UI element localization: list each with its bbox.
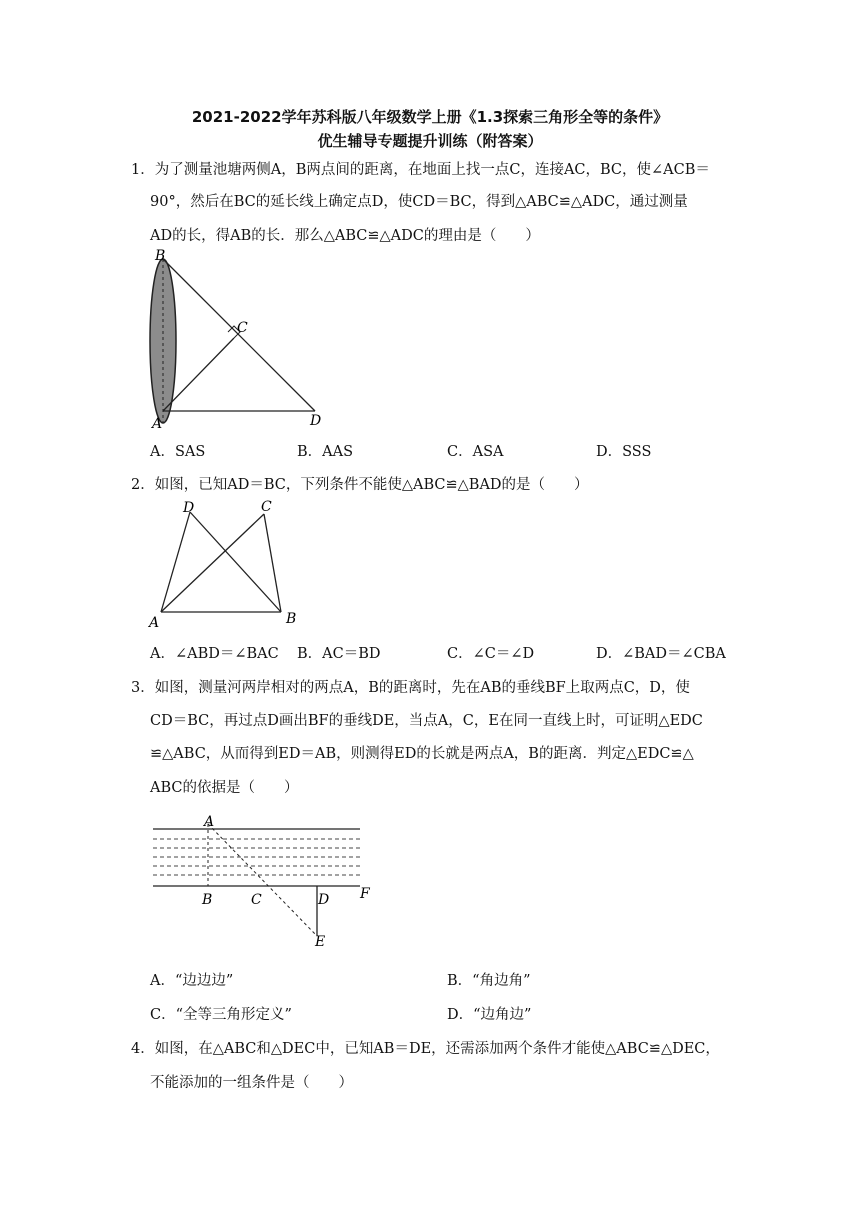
label-a: A [204, 814, 215, 830]
label-f: F [360, 886, 370, 902]
title-line-2: 优生辅导专题提升训练（附答案） [317, 132, 543, 150]
label-b: B [155, 248, 166, 264]
segment-cb [264, 514, 281, 612]
q3-line-3: ≌△ABC，从而得到ED＝AB，则测得ED的长就是两点A，B的距离．判定△EDC≌△ [150, 746, 694, 762]
q2-option-c[interactable]: C．∠C＝∠D [447, 646, 535, 662]
label-c: C [251, 892, 262, 908]
label-d: D [310, 413, 322, 429]
segment-db [190, 512, 281, 612]
q1-option-b[interactable]: B．AAS [297, 444, 354, 460]
q3-line-2: CD＝BC，再过点D画出BF的垂线DE，当点A，C，E在同一直线上时，可证明△EDC [150, 713, 703, 729]
label-d: D [318, 892, 330, 908]
label-a: A [152, 416, 163, 432]
q4-line-1: 4．如图，在△ABC和△DEC中，已知AB＝DE，还需添加两个条件才能使△ABC≌△DEC， [131, 1041, 720, 1057]
q2-option-a[interactable]: A．∠ABD＝∠BAC [150, 646, 279, 662]
q3-option-d[interactable]: D．“边角边” [447, 1007, 532, 1023]
q3-option-a[interactable]: A．“边边边” [150, 973, 234, 989]
q2-triangles-figure [145, 496, 305, 631]
q1-option-c[interactable]: C．ASA [447, 444, 504, 460]
label-d: D [183, 500, 195, 516]
label-b: B [286, 611, 297, 627]
q1-option-d[interactable]: D．SSS [596, 444, 652, 460]
label-c: C [237, 320, 248, 336]
q3-option-c[interactable]: C．“全等三角形定义” [150, 1007, 292, 1023]
label-a: A [149, 615, 160, 631]
title-line-1: 2021-2022学年苏科版八年级数学上册《1.3探索三角形全等的条件》 [191, 108, 669, 126]
label-b: B [202, 892, 213, 908]
q2-line-1: 2．如图，已知AD＝BC，下列条件不能使△ABC≌△BAD的是（ ） [131, 477, 589, 493]
q2-option-d[interactable]: D．∠BAD＝∠CBA [596, 646, 726, 662]
q3-option-b[interactable]: B．“角边角” [447, 973, 531, 989]
q1-line-2: 90°，然后在BC的延长线上确定点D，使CD＝BC，得到△ABC≌△ADC，通过测量 [150, 194, 688, 210]
q3-river-figure [145, 812, 385, 952]
label-c: C [261, 499, 272, 515]
q3-line-4: ABC的依据是（ ） [150, 780, 299, 796]
segment-ac [161, 514, 264, 612]
q1-line-3: AD的长，得AB的长．那么△ABC≌△ADC的理由是（ ） [150, 228, 540, 244]
q1-line-1: 1．为了测量池塘两侧A，B两点间的距离，在地面上找一点C，连接AC，BC，使∠ACB＝ [131, 162, 710, 178]
label-e: E [315, 934, 326, 950]
q1-option-a[interactable]: A．SAS [150, 444, 206, 460]
q1-pond-figure [140, 244, 340, 434]
q3-line-1: 3．如图，测量河两岸相对的两点A，B的距离时，先在AB的垂线BF上取两点C，D，使 [131, 680, 690, 696]
q2-option-b[interactable]: B．AC＝BD [297, 646, 381, 662]
segment-ace [208, 824, 317, 936]
q4-line-2: 不能添加的一组条件是（ ） [150, 1075, 353, 1091]
segment-ad [161, 512, 190, 612]
